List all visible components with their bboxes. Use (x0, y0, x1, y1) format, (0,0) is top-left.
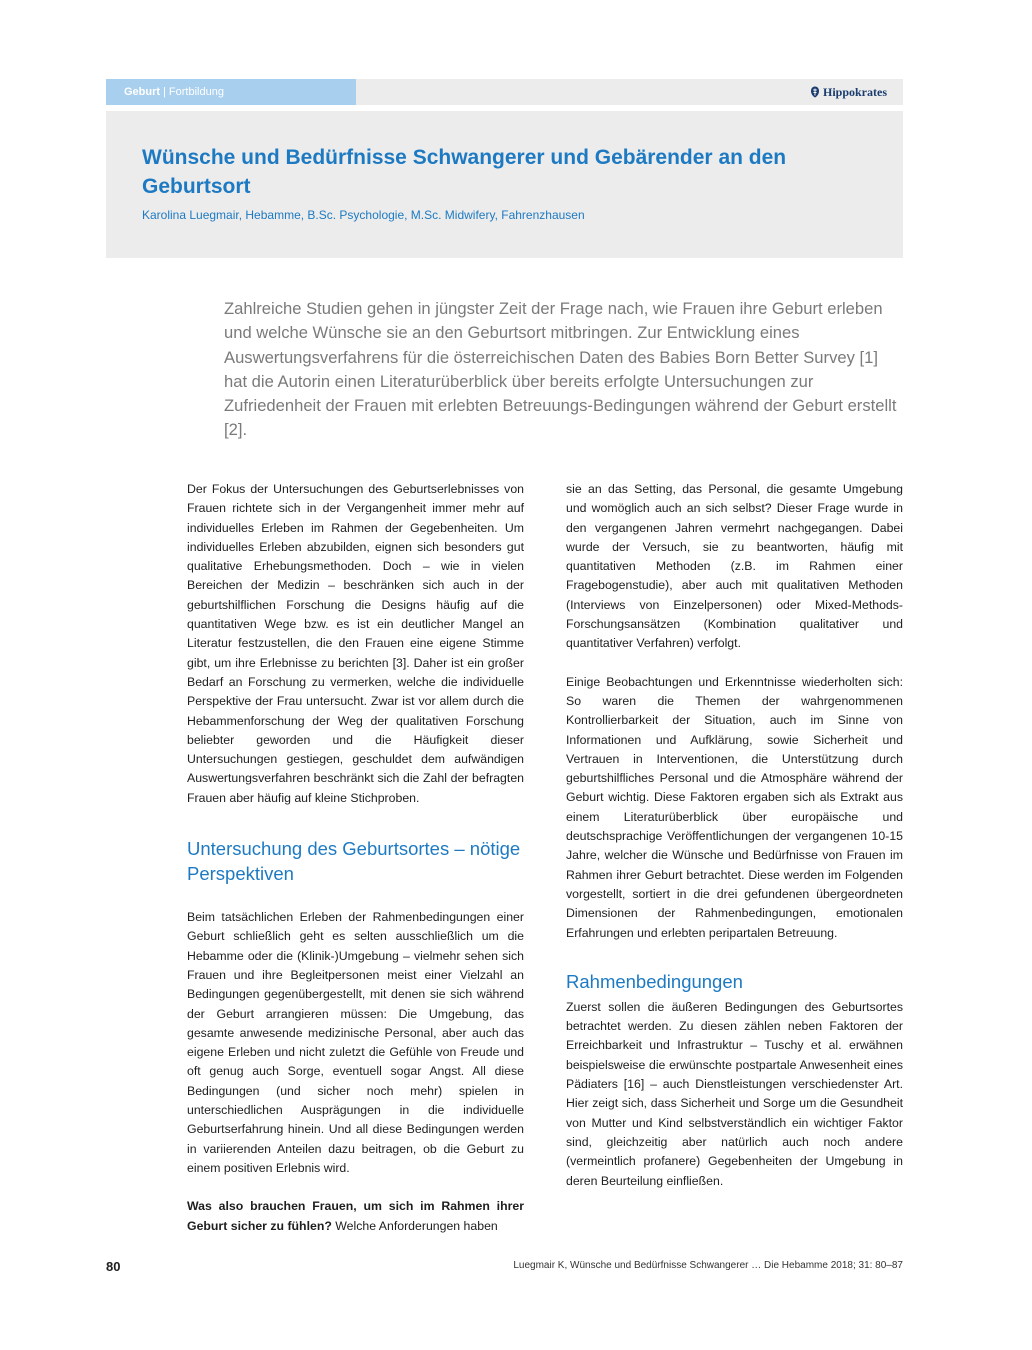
section-heading: Rahmenbedingungen (566, 970, 743, 992)
paragraph-continuation: Welche Anforderungen haben (331, 1218, 498, 1233)
paragraph: Beim tatsächlichen Erleben der Rahmenbedingungen einer Geburt schließlich geht es selten ausschließlich um die Hebamme oder die (Klinik-)Umgebung – vielmehr sehen sich Frauen und ihre Begleitpersonen meist einer Vielzahl an Bedingungen gegenübergestellt, mit denen sie sich während der Geburt arrangieren müssen: Die Umgebung, das gesamte anwesende medizinische Personal, aber auch das eigene Erleben und nicht zuletzt die Gefühle von Freude und oft genug auch Sorge, eventuell sogar Angst. All diese Bedingungen (und sicher noch mehr) spielen in unterschiedlichen Ausprägungen in die individuelle Geburtserfahrung hinein. Und all diese Bedingungen werden in variierenden Anteilen dazu beitragen, ob die Geburt zu einem positiven Erlebnis wird. (187, 910, 524, 1175)
section-name: Geburt (124, 86, 161, 98)
subsection-name: Fortbildung (168, 86, 224, 98)
body-column-left (187, 480, 524, 1236)
running-header (106, 79, 903, 105)
paragraph (187, 1197, 524, 1236)
article-authors: Karolina Luegmair, Hebamme, B.Sc. Psychologie, M.Sc. Midwifery, Fahrenzhausen (142, 208, 585, 222)
paragraph: Zuerst sollen die äußeren Bedingungen des Geburtsortes betrachtet werden. Zu diesen zählen neben Faktoren der Erreichbarkeit und Infrastruktur – Tuschy et al. erwähnen beispielsweise die erwünschte postpartale Anwesenheit eines Pädiaters [16] – auch Dienstleistungen verschiedenster Art. Hier zeigt sich, dass Sicherheit und Sorge um die Gesundheit von Mutter und Kind selbstverständlich ein wichtiger Faktor sind, gleichzeitig aber natürlich auch noch andere (vermeintlich profanere) Gegebenheiten der Umgebung in deren Beurteilung einfließen. (566, 999, 903, 1188)
paragraph: Einige Beobachtungen und Erkenntnisse wiederholten sich: So waren die Themen der wahrgenommenen Kontrollierbarkeit der Situation, auch im Sinne von Informationen und Aufklärung, sowie Sicherheit und Vertrauen in Interventionen, die Unterstützung durch geburtshilfliches Personal und die Atmosphäre während der Geburt wichtig. Diese Faktoren ergaben sich als Extrakt aus einem Literaturüberblick über europäische und deutschsprachige Veröffentlichungen der vergangenen 10-15 Jahre, welcher die Wünsche und Bedürfnisse von Frauen im Rahmen ihrer Geburt betrachtet. Diese werden im Folgenden vorgestellt, sortiert in die drei gefundenen übergeordneten Dimensionen der Rahmenbedingungen, emotionalen Erfahrungen und erlebten peripartalen Betreuung. (566, 674, 903, 940)
publisher-brand (810, 79, 887, 105)
section-label (106, 79, 356, 105)
title-block (106, 111, 903, 258)
footer-citation: Luegmair K, Wünsche und Bedürfnisse Schwangerer … Die Hebamme 2018; 31: 80–87 (513, 1260, 903, 1271)
section-separator: | (163, 86, 166, 98)
paragraph-bold-question: Was also brauchen Frauen, um sich im Rahmen ihrer Geburt sicher zu fühlen? (187, 1199, 524, 1233)
paragraph: sie an das Setting, das Personal, die gesamte Umgebung und womöglich auch an sich selbst? Dieser Frage wurde in den vergangenen Jahren vermehrt nachgegangen. Dabei wurde der Versuch, sie zu beantworten, häufig mit quantitativen Methoden (z.B. im Rahmen einer Fragebogenstudie), aber auch mit qualitativen Methoden (Interviews von Einzelpersonen) oder Mixed-Methods-Forschungsansätzen (Kombination qualitativer und quantitativer Verfahren) verfolgt. (566, 482, 903, 651)
hippokrates-logo-icon (810, 86, 820, 98)
article-lead: Zahlreiche Studien gehen in jüngster Zeit der Frage nach, wie Frauen ihre Geburt erleben und welche Wünsche sie an den Geburtsort mitbringen. Zur Entwicklung eines Auswertungsverfahrens für die österreichischen Daten des Babies Born Better Survey [1] hat die Autorin einen Literaturüberblick über bereits erfolgte Untersuchungen zur Zufriedenheit der Frauen mit erlebten Betreuungs-Bedingungen während der Geburt erstellt [2]. (224, 299, 897, 440)
page-number: 80 (106, 1259, 121, 1274)
article-title: Wünsche und Bedürfnisse Schwangerer und Gebärender an den Geburtsort (142, 146, 787, 198)
section-heading: Untersuchung des Geburtsortes – nötige Perspektiven (187, 838, 521, 885)
body-column-right (566, 480, 903, 1191)
paragraph: Der Fokus der Untersuchungen des Geburtserlebnisses von Frauen richtete sich in der Vergangenheit immer mehr auf individuelles Erleben im Rahmen der Gegebenheiten. Um individuelles Erleben abzubilden, eignen sich besonders gut qualitative Erhebungsmethoden. Doch – wie in vielen Bereichen der Medizin – beschränken sich auch in der geburtshilflichen Forschung die Designs häufig auf die quantitativen Wege bzw. es ist ein deutlicher Mangel an Literatur festzustellen, die den Frauen eine eigene Stimme gibt, um ihre Erlebnisse zu berichten [3]. Daher ist ein großer Bedarf an Forschung zu vermerken, welche die individuelle Perspektive der Frau untersucht. Zwar ist vor allem durch die Hebammenforschung der Weg der qualitativen Forschung beliebter geworden und die Häufigkeit dieser Untersuchungen gestiegen, geschuldet dem aufwändigen Auswertungsverfahren beschränkt sich die Zahl der befragten Frauen aber häufig auf kleine Stichproben. (187, 482, 524, 805)
brand-name: Hippokrates (822, 85, 887, 99)
